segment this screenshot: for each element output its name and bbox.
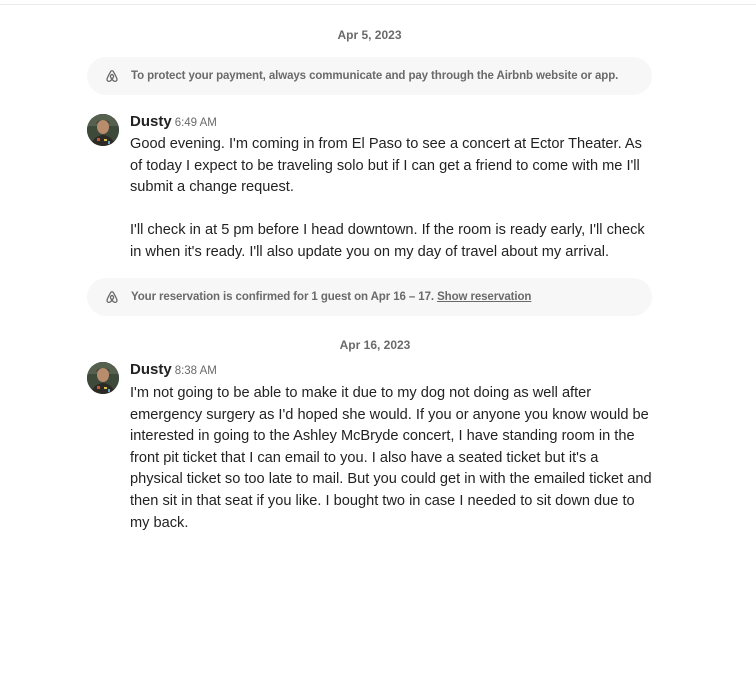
message-paragraph: I'll check in at 5 pm before I head downtown. If the room is ready early, I'll check in when it's ready. I'll also update you on my day of travel about my arrival. [130,222,645,260]
reservation-confirmed-notice [87,278,652,316]
message-body [130,113,652,264]
avatar[interactable] [87,114,119,146]
sender-name[interactable]: Dusty [130,361,172,378]
airbnb-logo-icon [104,69,119,84]
date-separator: Apr 16, 2023 [339,338,411,352]
message-header [130,361,652,379]
message-text [130,134,652,264]
show-reservation-link[interactable]: Show reservation [437,291,532,303]
message [87,113,652,264]
message-text [130,383,652,534]
airbnb-logo-icon [104,290,119,305]
top-divider [0,4,756,5]
payment-safety-notice [87,57,652,95]
notice-text: To protect your payment, always communicate and pay through the Airbnb website or app. [131,70,619,82]
sender-name[interactable]: Dusty [130,113,172,130]
message-body [130,361,652,534]
avatar[interactable] [87,362,119,394]
message-paragraph: Good evening. I'm coming in from El Paso to see a concert at Ector Theater. As of today I expect to be traveling solo but if I can get a friend to come with me I'll submit a change request. [130,136,642,196]
message-header [130,113,652,131]
message-paragraph: I'm not going to be able to make it due to my dog not doing as well after emergency surgery as I'd hoped she would. If you or anyone you know would be interested in going to the Ashley McBryde concert, I have standing room in the front pit ticket that I can email to you. I also have a seated ticket but it's a physical ticket so too late to mail. But you could get in with the emailed ticket and then sit in that seat if you like. I bought two in case I needed to sit down due to my back. [130,385,652,531]
message-time: 6:49 AM [174,117,217,129]
message-time: 8:38 AM [174,365,217,377]
date-separator: Apr 5, 2023 [337,28,402,42]
reservation-text: Your reservation is confirmed for 1 guest on Apr 16 – 17. [131,291,434,303]
message [87,361,652,534]
notice-text [131,291,531,303]
